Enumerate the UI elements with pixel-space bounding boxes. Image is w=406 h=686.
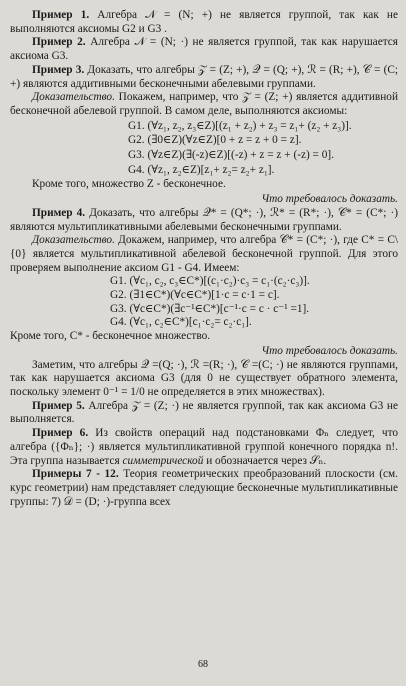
qed-2: Что требовалось доказать. (261, 344, 398, 357)
axiom-g4-z: G4. (∀z₁, z₂∈Z)[z₁+ z₂= z₂+ z₁]. (128, 163, 275, 176)
example-1-text: Алгебра 𝒩 = (N; +) не является группой, так как не выполняются аксиомы G2 и G3 . (10, 9, 398, 35)
example-6-heading: Пример 6. (32, 427, 89, 440)
example-3-heading: Пример 3. (32, 63, 85, 76)
proof-1-conclusion: Кроме того, множество Z - бесконечное. (32, 178, 226, 191)
example-2-text: Алгебра 𝒩 = (N; ·) не является группой, так как нарушается аксиома G3. (10, 36, 398, 63)
example-4 (10, 207, 398, 234)
example-2-heading: Пример 2. (32, 36, 86, 49)
proof-1-text: Покажем, например, что 𝒵 = (Z; +) является аддитивной бесконечной абелевой группой. В самом деле, выполняются аксиомы: (10, 91, 398, 117)
axiom-g2-c: G2. (∃1∈C*)(∀c∈C*)[1·c = c·1 = c]. (110, 289, 280, 302)
proof-2-text: Докажем, например, что алгебра 𝒞* = (C*; ·), где C* = C\{0} является мультипликативной абелевой бесконечной группой. Для этого проверяем выполнение аксиом G1 - G4. Имеем: (10, 234, 398, 274)
axiom-g4-c: G4. (∀c₁, c₂∈C*)[c₁·c₂= c₂·c₁]. (110, 316, 252, 329)
example-5-text: Алгебра 𝒵 = (Z; ·) не является группой, так как аксиома G3 не выполняется. (10, 399, 398, 426)
example-5 (10, 400, 398, 427)
axiom-g1-z: G1. (∀z₁, z₂, z₃∈Z)[(z₁ + z₂) + z₃ = z₁+ (z₂ + z₃)]. (128, 119, 352, 132)
page-number: 68 (198, 659, 208, 671)
proof-2-conclusion: Кроме того, C* - бесконечное множество. (10, 330, 211, 343)
example-1 (10, 9, 398, 36)
example-6-italic-term: симметрической (122, 454, 204, 467)
examples-7-12 (10, 468, 398, 509)
examples-7-12-heading: Примеры 7 - 12. (32, 468, 119, 481)
example-6-text-b: и обозначается через 𝒮ₙ. (206, 454, 327, 467)
proof-1 (10, 91, 398, 118)
axiom-g1-c: G1. (∀c₁, c₂, c₃∈C*)[(c₁·c₂)·c₃ = c₁·(c₂·c₃)]. (110, 275, 310, 288)
example-3-text: Доказать, что алгебры 𝒵 = (Z; +), 𝒬 = (Q; +), ℛ = (R; +), 𝒞 = (C; +) являются аддитивными бесконечными абелевыми группами. (10, 63, 399, 90)
remark: Заметим, что алгебры 𝒬 =(Q; ·), ℛ =(R; ·), 𝒞 =(C; ·) не являются группами, так как нарушается аксиома G3 (для 0 не существует обратного элемента, поскольку элемент 0⁻¹ = 1/0 не определяется в этих множествах). (10, 358, 398, 398)
axiom-g3-c: G3. (∀c∈C*)(∃c⁻¹∈C*)[c⁻¹·c = c · c⁻¹ =1]. (110, 302, 310, 315)
example-4-text: Доказать, что алгебры 𝒬* = (Q*; ·), ℛ* = (R*; ·), 𝒞* = (C*; ·) являются мультипликативными абелевыми бесконечными группами. (10, 206, 398, 233)
proof-1-label: Доказательство. (32, 91, 115, 104)
example-2 (10, 36, 398, 63)
example-3 (10, 64, 398, 91)
proof-2-label: Доказательство. (32, 234, 115, 247)
qed-1: Что требовалось доказать. (261, 193, 398, 206)
example-1-heading: Пример 1. (32, 9, 90, 21)
proof-2 (10, 234, 398, 275)
example-4-heading: Пример 4. (32, 206, 86, 219)
example-5-heading: Пример 5. (32, 399, 85, 412)
axiom-g3-z: G3. (∀z∈Z)(∃(-z)∈Z)[(-z) + z = z + (-z) = 0]. (128, 149, 334, 162)
example-6 (10, 427, 398, 468)
example-6-text-a: Из свойств операций над подстановками Φₙ следует, что алгебра ({Φₙ}; ·) является мультипликативной группой конечного порядка n!. Эта группа называется (10, 427, 399, 467)
examples-7-12-text: Теория геометрических преобразований плоскости (см. курс геометрии) нам представляет следующие бесконечные мультипликативные группы: 7) 𝒟 = (D; ·)-группа всех (10, 468, 398, 508)
axiom-g2-z: G2. (∃0∈Z)(∀z∈Z)[0 + z = z + 0 = z]. (128, 134, 302, 147)
